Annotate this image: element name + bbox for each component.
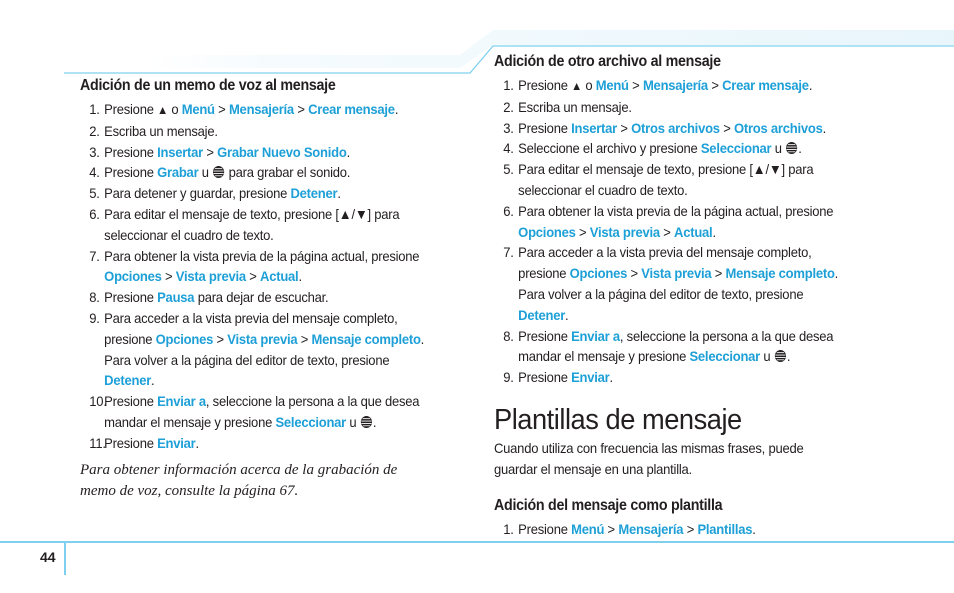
menu-keyword: Opciones	[569, 265, 628, 282]
page-number: 44	[40, 549, 56, 565]
step-number: 1.	[503, 520, 514, 537]
step-text: mandar el mensaje y presione	[104, 413, 276, 430]
footer-divider	[64, 541, 66, 575]
up-arrow-icon: ▲	[571, 79, 582, 93]
step-text: Presione	[104, 434, 158, 451]
step-text: >	[293, 101, 309, 117]
step-text: o	[581, 77, 596, 93]
step-number: 10.	[89, 393, 107, 410]
list-item	[494, 367, 885, 388]
step-number: 5.	[89, 185, 100, 202]
list-item	[494, 159, 885, 201]
menu-keyword: Enviar a	[157, 393, 206, 410]
step-text: >	[683, 520, 698, 537]
menu-keyword: Detener	[290, 185, 338, 202]
step-text: >	[604, 520, 619, 537]
step-text: Para obtener la vista previa de la página actual, presione	[104, 247, 420, 264]
step-text: Para detener y guardar, presione	[104, 185, 291, 202]
att-globe-icon	[212, 165, 225, 179]
menu-keyword: Enviar	[571, 369, 610, 386]
step-number: 3.	[89, 143, 100, 160]
step-text: .	[798, 140, 802, 157]
step-text: Para acceder a la vista previa del mensaje completo,	[104, 309, 398, 326]
menu-keyword: Mensaje completo	[725, 265, 835, 282]
step-text: .	[195, 434, 199, 451]
att-globe-icon	[785, 141, 798, 155]
step-text: .	[151, 372, 155, 389]
step-number: 11.	[89, 434, 106, 451]
step-text: Presione	[518, 520, 572, 537]
step-text: Presione	[518, 77, 572, 93]
step-text: u	[771, 140, 786, 157]
menu-keyword: Opciones	[518, 223, 576, 240]
menu-keyword: Menú	[571, 520, 605, 537]
intro-paragraph	[494, 438, 885, 480]
step-text: .	[609, 369, 613, 386]
step-text: presione	[104, 330, 156, 347]
intro-line: guardar el mensaje en una plantilla.	[494, 460, 692, 477]
menu-keyword: Crear mensaje	[308, 101, 395, 117]
step-text: >	[617, 119, 632, 136]
step-text: >	[161, 268, 176, 285]
step-text: Para volver a la página del editor de texto, presione	[104, 351, 390, 368]
menu-keyword: Otros archivos	[631, 119, 720, 136]
step-text: Presione	[104, 393, 158, 410]
list-item	[80, 162, 447, 183]
menu-keyword: Actual	[260, 268, 299, 285]
list-item	[494, 326, 885, 368]
step-number: 2.	[503, 98, 514, 115]
step-number: 7.	[89, 247, 100, 264]
list-item	[80, 204, 447, 246]
att-globe-icon	[360, 415, 373, 429]
step-text: >	[711, 265, 726, 282]
menu-keyword: Vista previa	[589, 223, 660, 240]
step-text: , seleccione la persona a la que desea	[619, 327, 834, 344]
menu-keyword: Seleccionar	[689, 348, 761, 365]
menu-keyword: Actual	[674, 223, 713, 240]
step-text: Escriba un mensaje.	[518, 98, 632, 115]
step-text: Presione	[518, 327, 572, 344]
list-item	[80, 287, 447, 308]
step-number: 9.	[89, 309, 100, 326]
step-text: para grabar el sonido.	[225, 164, 351, 181]
step-text: Escriba un mensaje.	[104, 122, 218, 139]
step-text: Presione	[104, 289, 158, 306]
step-text: Para editar el mensaje de texto, presione [▲/▼] para	[104, 205, 400, 222]
step-text: seleccionar el cuadro de texto.	[104, 226, 274, 243]
step-text: >	[719, 119, 734, 136]
step-text: Presione	[104, 143, 158, 160]
intro-line: Cuando utiliza con frecuencia las mismas frases, puede	[494, 439, 804, 456]
step-text: u	[198, 164, 213, 181]
list-item	[80, 99, 447, 121]
step-text: >	[628, 77, 643, 93]
step-text: >	[213, 330, 228, 347]
voice-memo-steps	[80, 99, 475, 454]
menu-keyword: Detener	[104, 372, 152, 389]
menu-keyword: Enviar	[157, 434, 196, 451]
step-text: >	[659, 223, 675, 240]
note-line: Para obtener información acerca de la grabación de	[80, 461, 398, 478]
step-number: 8.	[89, 289, 100, 306]
step-text: >	[297, 330, 312, 347]
list-item	[80, 121, 447, 142]
step-text: Presione	[518, 369, 572, 386]
step-text: .	[712, 223, 716, 240]
step-text: Presione	[518, 119, 572, 136]
step-number: 5.	[503, 161, 514, 178]
menu-keyword: Seleccionar	[275, 413, 347, 430]
section-heading-template: Adición del mensaje como plantilla	[494, 496, 723, 514]
step-text: .	[752, 520, 756, 537]
step-text: .	[337, 185, 341, 202]
up-arrow-icon: ▲	[157, 103, 168, 117]
step-text: seleccionar el cuadro de texto.	[518, 181, 688, 198]
step-text: .	[346, 143, 350, 160]
left-column	[80, 76, 475, 502]
step-text: Presione	[104, 101, 158, 117]
menu-keyword: Enviar a	[571, 327, 620, 344]
menu-keyword: Insertar	[571, 119, 618, 136]
step-text: >	[627, 265, 642, 282]
step-text: .	[822, 119, 827, 136]
step-text: >	[707, 77, 723, 93]
voice-memo-note	[80, 460, 475, 502]
menu-keyword: Crear mensaje	[722, 77, 809, 93]
step-text: .	[565, 306, 569, 323]
step-number: 9.	[503, 369, 514, 386]
step-text: .	[298, 268, 302, 285]
list-item	[80, 308, 447, 391]
list-item	[80, 246, 447, 288]
menu-keyword: Menú	[181, 101, 215, 117]
step-text: o	[167, 101, 182, 117]
step-number: 7.	[503, 244, 514, 261]
menu-keyword: Pausa	[157, 289, 195, 306]
step-text: u	[346, 413, 360, 430]
step-text: Para editar el mensaje de texto, presione [▲/▼] para	[518, 161, 814, 178]
step-number: 1.	[503, 77, 514, 93]
menu-keyword: Plantillas	[697, 520, 753, 537]
step-text: .	[834, 265, 839, 282]
menu-keyword: Otros archivos	[733, 119, 823, 136]
step-number: 3.	[503, 119, 514, 136]
step-number: 8.	[503, 327, 514, 344]
step-text: .	[372, 413, 377, 430]
step-text: .	[808, 77, 813, 93]
step-text: Seleccione el archivo y presione	[518, 140, 701, 157]
menu-keyword: Mensajería	[618, 520, 684, 537]
step-number: 6.	[503, 202, 514, 219]
list-item	[494, 97, 885, 118]
other-file-steps	[494, 75, 914, 388]
list-item	[494, 75, 885, 97]
list-item	[494, 201, 885, 243]
menu-keyword: Insertar	[157, 143, 204, 160]
step-text: para dejar de escuchar.	[194, 289, 329, 306]
step-text: u	[760, 348, 774, 365]
step-text: >	[214, 101, 229, 117]
list-item	[494, 242, 885, 325]
step-number: 2.	[89, 122, 100, 139]
section-heading-voice-memo: Adición de un memo de voz al mensaje	[80, 77, 336, 94]
menu-keyword: Vista previa	[641, 265, 712, 282]
right-column	[494, 52, 914, 540]
step-text: Para obtener la vista previa de la página actual, presione	[518, 202, 834, 219]
step-text: >	[203, 143, 218, 160]
menu-keyword: Opciones	[104, 268, 162, 285]
list-item	[494, 138, 885, 159]
section-heading-other-file: Adición de otro archivo al mensaje	[494, 53, 721, 70]
list-item	[80, 433, 447, 454]
menu-keyword: Opciones	[155, 330, 214, 347]
step-number: 1.	[89, 101, 100, 117]
list-item	[80, 142, 447, 163]
menu-keyword: Mensaje completo	[311, 330, 421, 347]
step-number: 4.	[89, 164, 100, 181]
step-text: presione	[518, 265, 570, 282]
menu-keyword: Mensajería	[228, 101, 294, 117]
list-item	[80, 183, 447, 204]
footer-rule	[0, 541, 954, 543]
step-text: .	[394, 101, 399, 117]
note-line: memo de voz, consulte la página 67.	[80, 482, 299, 499]
att-globe-icon	[774, 349, 787, 363]
menu-keyword: Vista previa	[227, 330, 298, 347]
template-steps	[494, 519, 914, 540]
step-text: .	[420, 330, 425, 347]
step-text: >	[245, 268, 261, 285]
step-text: .	[786, 348, 791, 365]
menu-keyword: Grabar Nuevo Sonido	[217, 143, 347, 160]
page-title: Plantillas de mensaje	[494, 403, 742, 436]
menu-keyword: Menú	[595, 77, 629, 93]
menu-keyword: Grabar	[157, 164, 199, 181]
step-text: , seleccione la persona a la que desea	[205, 393, 420, 410]
list-item	[494, 519, 885, 540]
step-number: 6.	[89, 205, 100, 222]
menu-keyword: Vista previa	[175, 268, 246, 285]
list-item	[494, 118, 885, 139]
list-item	[80, 391, 447, 433]
step-text: Presione	[104, 164, 158, 181]
menu-keyword: Detener	[518, 306, 566, 323]
step-text: Para acceder a la vista previa del mensaje completo,	[518, 244, 812, 261]
step-text: Para volver a la página del editor de texto, presione	[518, 285, 804, 302]
menu-keyword: Seleccionar	[700, 140, 772, 157]
menu-keyword: Mensajería	[642, 77, 708, 93]
step-text: mandar el mensaje y presione	[518, 348, 690, 365]
step-text: >	[575, 223, 590, 240]
step-number: 4.	[503, 140, 514, 157]
